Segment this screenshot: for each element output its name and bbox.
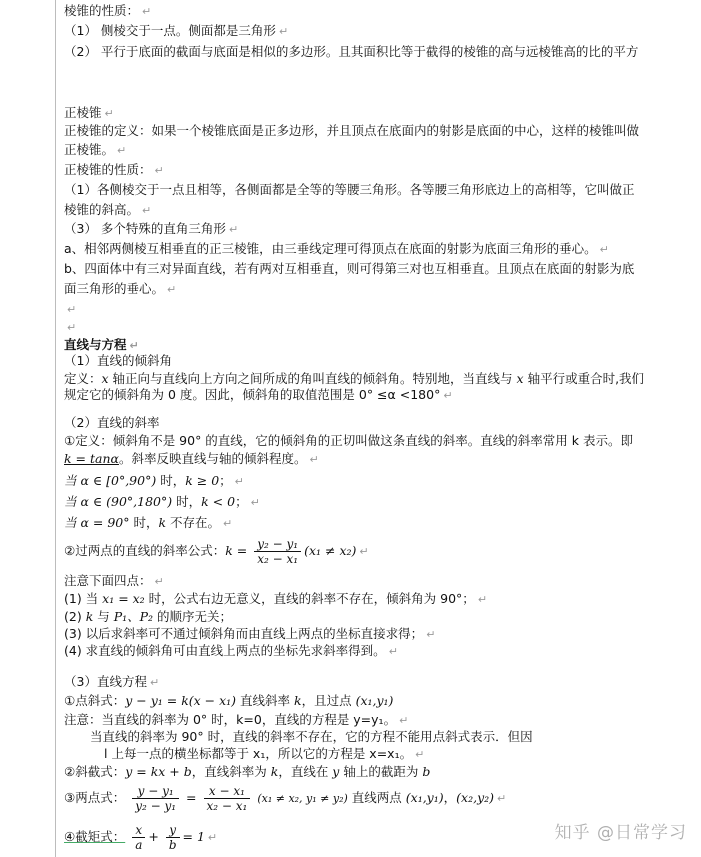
text-line: （1）直线的倾斜角 bbox=[64, 353, 172, 368]
text-line: (1) 当 x₁ = x₂ 时，公式右边无意义，直线的斜率不存在，倾斜角为 90°； ↵ bbox=[64, 591, 488, 606]
text-line: 正棱锥。 ↵ bbox=[64, 142, 127, 157]
formula-line: ①点斜式：y − y₁ = k(x − x₁) 直线斜率 k，且过点 (x₁,y₁) bbox=[64, 693, 394, 708]
text-line: k = tanα。斜率反映直线与轴的倾斜程度。 ↵ bbox=[64, 451, 319, 466]
fraction: $\frac{\text{y₂ − y₁}}{\text{x₂ − x₁}}$ bbox=[254, 537, 301, 566]
empty-line: ↵ bbox=[67, 303, 77, 316]
text-line: 定义：x 轴正向与直线向上方向之间所成的角叫直线的倾斜角。特别地，当直线与 x 轴平行或重合时,我们 bbox=[64, 371, 645, 386]
fraction: $\frac{x}{a}$ bbox=[132, 823, 145, 852]
text-line: 正棱锥的性质： ↵ bbox=[64, 162, 164, 177]
fraction: $\frac{\text{x − x₁}}{\text{x₂ − x₁}}$ bbox=[204, 784, 251, 813]
text-line: l 上每一点的横坐标都等于 x₁，所以它的方程是 x=x₁。 ↵ bbox=[104, 746, 425, 761]
left-margin-line bbox=[55, 0, 56, 857]
text-line: （3）直线方程 ↵ bbox=[64, 674, 160, 689]
math-line: 当 α = 90° 时，k 不存在。 ↵ bbox=[64, 515, 233, 530]
fraction: $\frac{\text{y − y₁}}{\text{y₂ − y₁}}$ bbox=[132, 784, 179, 813]
text-line: 棱锥的性质： ↵ bbox=[64, 3, 152, 18]
text-line: ①定义：倾斜角不是 90° 的直线，它的倾斜角的正切叫做这条直线的斜率。直线的斜率常用 k 表示。即 bbox=[64, 433, 633, 448]
text-line: (4) 求直线的倾斜角可由直线上两点的坐标先求斜率得到。 ↵ bbox=[64, 643, 398, 658]
text-line: （2） 平行于底面的截面与底面是相似的多边形。且其面积比等于截得的棱锥的高与远棱锥高的比的平方 bbox=[64, 44, 639, 59]
fraction: $\frac{y}{b}$ bbox=[166, 823, 180, 852]
formula-line: ②斜截式：y = kx + b，直线斜率为 k，直线在 y 轴上的截距为 b bbox=[64, 764, 431, 779]
section-title: 直线与方程 ↵ bbox=[64, 337, 139, 352]
text-line: b、四面体中有三对异面直线，若有两对互相垂直，则可得第三对也互相垂直。且顶点在底面的射影为底 bbox=[64, 261, 635, 276]
text-line: 规定它的倾斜角为 0 度。因此，倾斜角的取值范围是 0° ≤α <180° ↵ bbox=[64, 387, 453, 402]
text-line: (3) 以后求斜率可不通过倾斜角而由直线上两点的坐标直接求得； ↵ bbox=[64, 626, 436, 641]
math-line: 当 α ∈ (90°,180°) 时，k < 0； ↵ bbox=[64, 494, 260, 509]
text-line: 正棱锥的定义：如果一个棱锥底面是正多边形，并且顶点在底面内的射影是底面的中心，这样的棱锥叫做 bbox=[64, 123, 640, 138]
text-line: （2）直线的斜率 bbox=[64, 415, 160, 430]
text-line: （1）各侧棱交于一点且相等，各侧面都是全等的等腰三角形。各等腰三角形底边上的高相等，它叫做正 bbox=[64, 182, 635, 197]
formula-line: ②过两点的直线的斜率公式：k = $\frac{\text{y₂ − y₁}}{\text{x₂ − x₁}}$ (x₁ ≠ x₂) ↵ bbox=[64, 537, 369, 566]
text-line: 当直线的斜率为 90° 时，直线的斜率不存在，它的方程不能用点斜式表示．但因 bbox=[90, 729, 533, 744]
math-line: 当 α ∈ [0°,90°) 时，k ≥ 0； ↵ bbox=[64, 473, 244, 488]
text-line: (2) k 与 P₁、P₂ 的顺序无关； bbox=[64, 609, 233, 624]
formula-line: ④截矩式： $\frac{x}{a}$ + $\frac{y}{b}$ = 1 ↵ bbox=[64, 823, 218, 852]
text-line: （3） 多个特殊的直角三角形 ↵ bbox=[64, 221, 239, 236]
text-line: a、相邻两侧棱互相垂直的正三棱锥，由三垂线定理可得顶点在底面的射影为底面三角形的垂心。 ↵ bbox=[64, 241, 609, 256]
text-line: 棱锥的斜高。 ↵ bbox=[64, 202, 152, 217]
text-line: 注意：当直线的斜率为 0° 时，k=0，直线的方程是 y=y₁。 ↵ bbox=[64, 712, 409, 727]
text-line: 注意下面四点： ↵ bbox=[64, 573, 164, 588]
watermark: 知乎 @日常学习 bbox=[554, 823, 687, 843]
empty-line: ↵ bbox=[67, 321, 77, 334]
formula-line: ③两点式： $\frac{\text{y − y₁}}{\text{y₂ − y₁}}$ = $\frac{\text{x − x₁}}{\text{x₂ − x₁}}$ (x₁ ≠ x₂, y₁ ≠ y₂) 直线两点 (x₁,y₁)，(x₂,y₂) ↵ bbox=[64, 784, 507, 813]
text-line: 面三角形的垂心。 ↵ bbox=[64, 281, 177, 296]
text-line: （1） 侧棱交于一点。侧面都是三角形 ↵ bbox=[64, 23, 289, 38]
section-title: 正棱锥 ↵ bbox=[64, 105, 114, 120]
